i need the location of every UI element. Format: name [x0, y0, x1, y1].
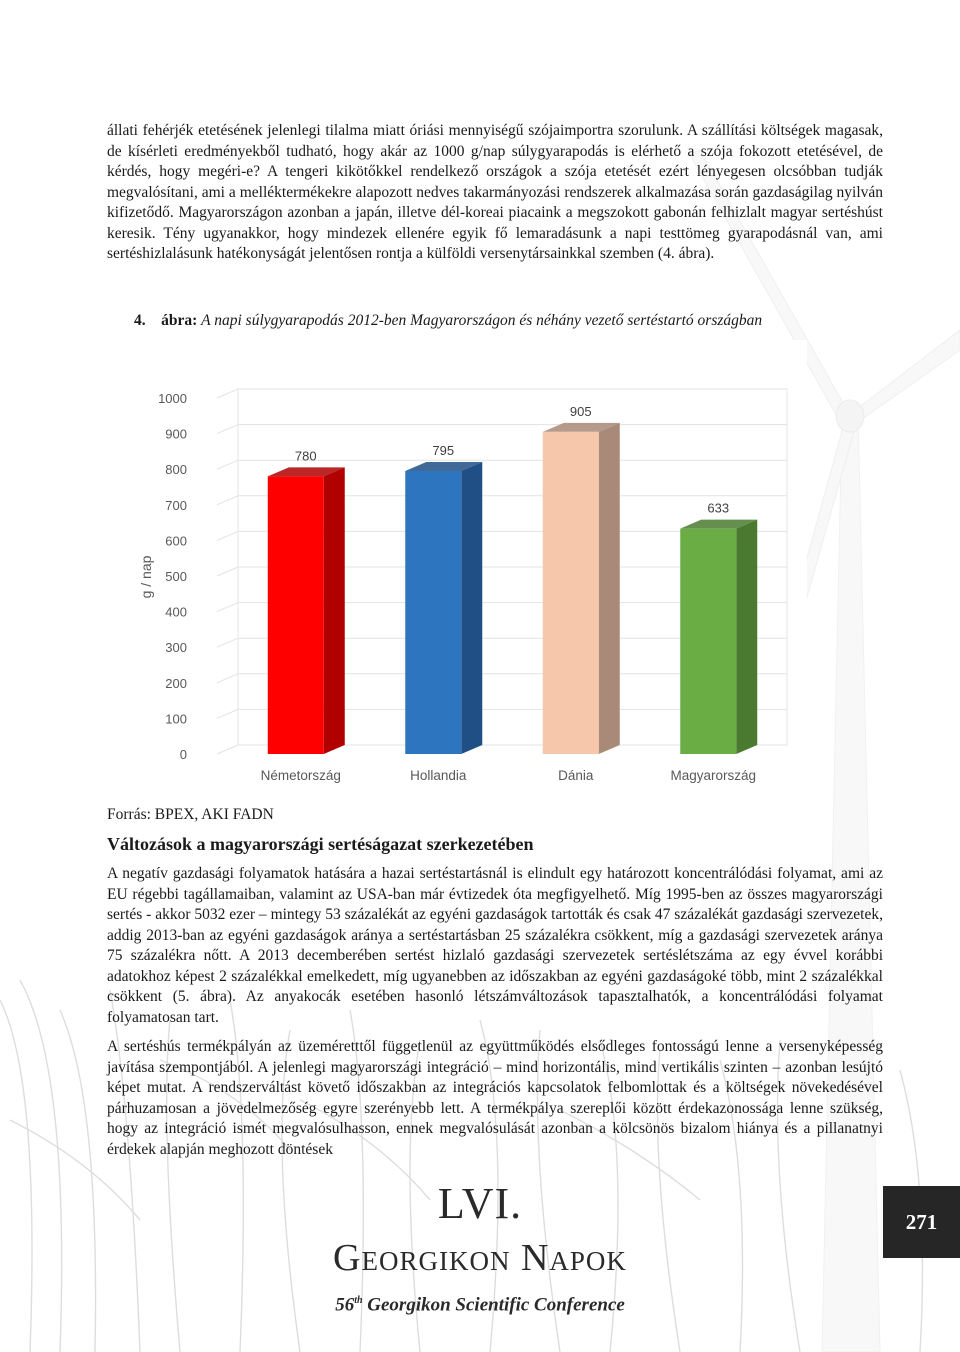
y-axis-label: g / nap — [138, 555, 154, 599]
x-tick-label: Magyarország — [670, 768, 757, 783]
figure-label: ábra: — [161, 312, 198, 329]
bar-front — [543, 432, 599, 754]
data-label: 795 — [432, 442, 455, 458]
footer-conf-rest: Georgikon Scientific Conference — [362, 1294, 625, 1316]
y-tick-label: 200 — [165, 675, 187, 691]
y-tick-label: 900 — [165, 426, 187, 442]
y-tick-label: 0 — [179, 747, 187, 762]
bar-side — [324, 467, 345, 754]
y-tick-label: 500 — [165, 569, 187, 584]
bar-front — [268, 476, 324, 754]
footer-conf-sup: th — [354, 1295, 363, 1306]
bar-chart — [107, 340, 807, 790]
section-title: Változások a magyarországi sertéságazat szerkezetében — [107, 834, 534, 854]
page-number: 271 — [883, 1186, 960, 1258]
bar-Magyarország — [680, 520, 757, 754]
y-tick-label: 800 — [165, 462, 187, 478]
bar-side — [736, 520, 757, 754]
x-tick-label: Dánia — [558, 768, 594, 783]
y-tick-label: 100 — [165, 711, 187, 727]
bar-Hollandia — [405, 462, 482, 754]
data-label: 780 — [294, 448, 317, 464]
bar-Dánia — [543, 423, 620, 754]
footer-conference-name: Georgikon Napok — [333, 1237, 627, 1279]
paragraph-2: A negatív gazdasági folyamatok hatására a hazai sertéstartásnál is elindult egy határozott koncentrálódási folyamat, ami az EU régebbi tagállamaiban, valamint az USA-ban már évtizedek óta megfigyelhető. Míg 1995-ben az összes magyarországi sertés - akkor 5032 ezer – mintegy 53 százalékát az egyéni gazdaságok tartották és csak 47 százalékát gazdasági szervezetek, addig 2013-ban az egyéni gazdaságok aránya a sertéstartásban 25 százalékra csökkent, míg a gazdasági szervezetek aránya 75 százalékra nőtt. A 2013 decemberében sertést hizlaló gazdasági szervezetek sertéslétszáma az egy évvel korábbi adatokhoz képest 2 százalékkal emelkedett, míg ugyanebben az időszakban az egyéni gazdaságoké több, mint 2 százalékkal csökkent (5. ábra). Az anyakocák esetében hasonló létszámváltozások tapasztalhatók, a koncentrálódási folyamat folyamatosan tart. — [107, 865, 883, 1026]
y-tick-label: 700 — [165, 497, 187, 513]
bar-side — [599, 423, 620, 754]
chart-svg — [107, 340, 807, 790]
figure-caption — [134, 312, 834, 330]
intro-paragraph: állati fehérjék etetésének jelenlegi tilalma miatt óriási mennyiségű szójaimportra szorulunk. A szállítási költségek magasak, de kísérleti eredményekből tudható, hogy akár az 1000 g/nap súlygyarapodás is elérhető a szója fokozott etetésével, de kérdés, hogy megéri-e? A tengeri kikötőkkel rendelkező országok a szója etetését ezért lényegesen olcsóbban tudják megvalósítani, ami a melléktermékekre alapozott nedves takarmányozási rendszerek alkalmazása során gazdaságilag nyilván kifizetődő. Magyarországon azonban a japán, illetve dél-koreai piacaink a megszokott gabonán felhizlalt magyar sertéshúst keresik. Tény ugyanakkor, hogy mindezek ellenére egyik fő lemaradásunk a napi testtömeg gyarapodásnál van, ami sertéshizlalásunk hatékonyságát jelentősen rontja a külföldi versenytársainkkal szemben (4. ábra). — [107, 122, 883, 262]
paragraph-3: A sertéshús termékpályán az üzeméretttől függetlenül az együttműködés elsődleges fontosságú lenne a versenyképesség javítása szempontjából. A jelenlegi magyarországi integráció – mind horizontális, mind vertikális szinten – azonban lesújtó képet mutat. A rendszerváltást követő időszakban az integrációs kapcsolatok felbomlottak és a költségek növekedésével párhuzamosan a jövedelmezőség egyre szerényebb lett. A termékpálya szereplői között érdekazonossága lenne szükség, hogy az integráció ismét megvalósulhasson, ennek megvalósulását azonban a kölcsönös bizalom hiánya és a pillanatnyi érdekek alapján meghozott döntések — [107, 1038, 883, 1158]
x-tick-label: Hollandia — [410, 768, 467, 783]
footer-conf-number: 56 — [335, 1294, 355, 1316]
x-tick-label: Németország — [260, 768, 341, 783]
data-label: 633 — [707, 500, 730, 516]
bar-front — [680, 529, 736, 754]
y-tick-label: 600 — [165, 533, 187, 549]
bar-Németország — [268, 467, 345, 754]
figure-caption-text: A napi súlygyarapodás 2012-ben Magyarországon és néhány vezető sertéstartó országban — [201, 312, 763, 329]
bar-side — [461, 462, 482, 754]
footer-conference-subtitle — [290, 1288, 670, 1318]
figure-number: 4. — [134, 312, 146, 329]
y-tick-label: 1000 — [158, 391, 187, 406]
data-label: 905 — [569, 403, 592, 419]
conference-footer — [290, 1180, 670, 1318]
y-tick-label: 300 — [165, 640, 187, 656]
bar-front — [405, 471, 461, 754]
footer-roman-numeral: LVI. — [437, 1179, 523, 1228]
figure-source: Forrás: BPEX, AKI FADN — [107, 806, 274, 823]
y-tick-label: 400 — [165, 604, 187, 620]
